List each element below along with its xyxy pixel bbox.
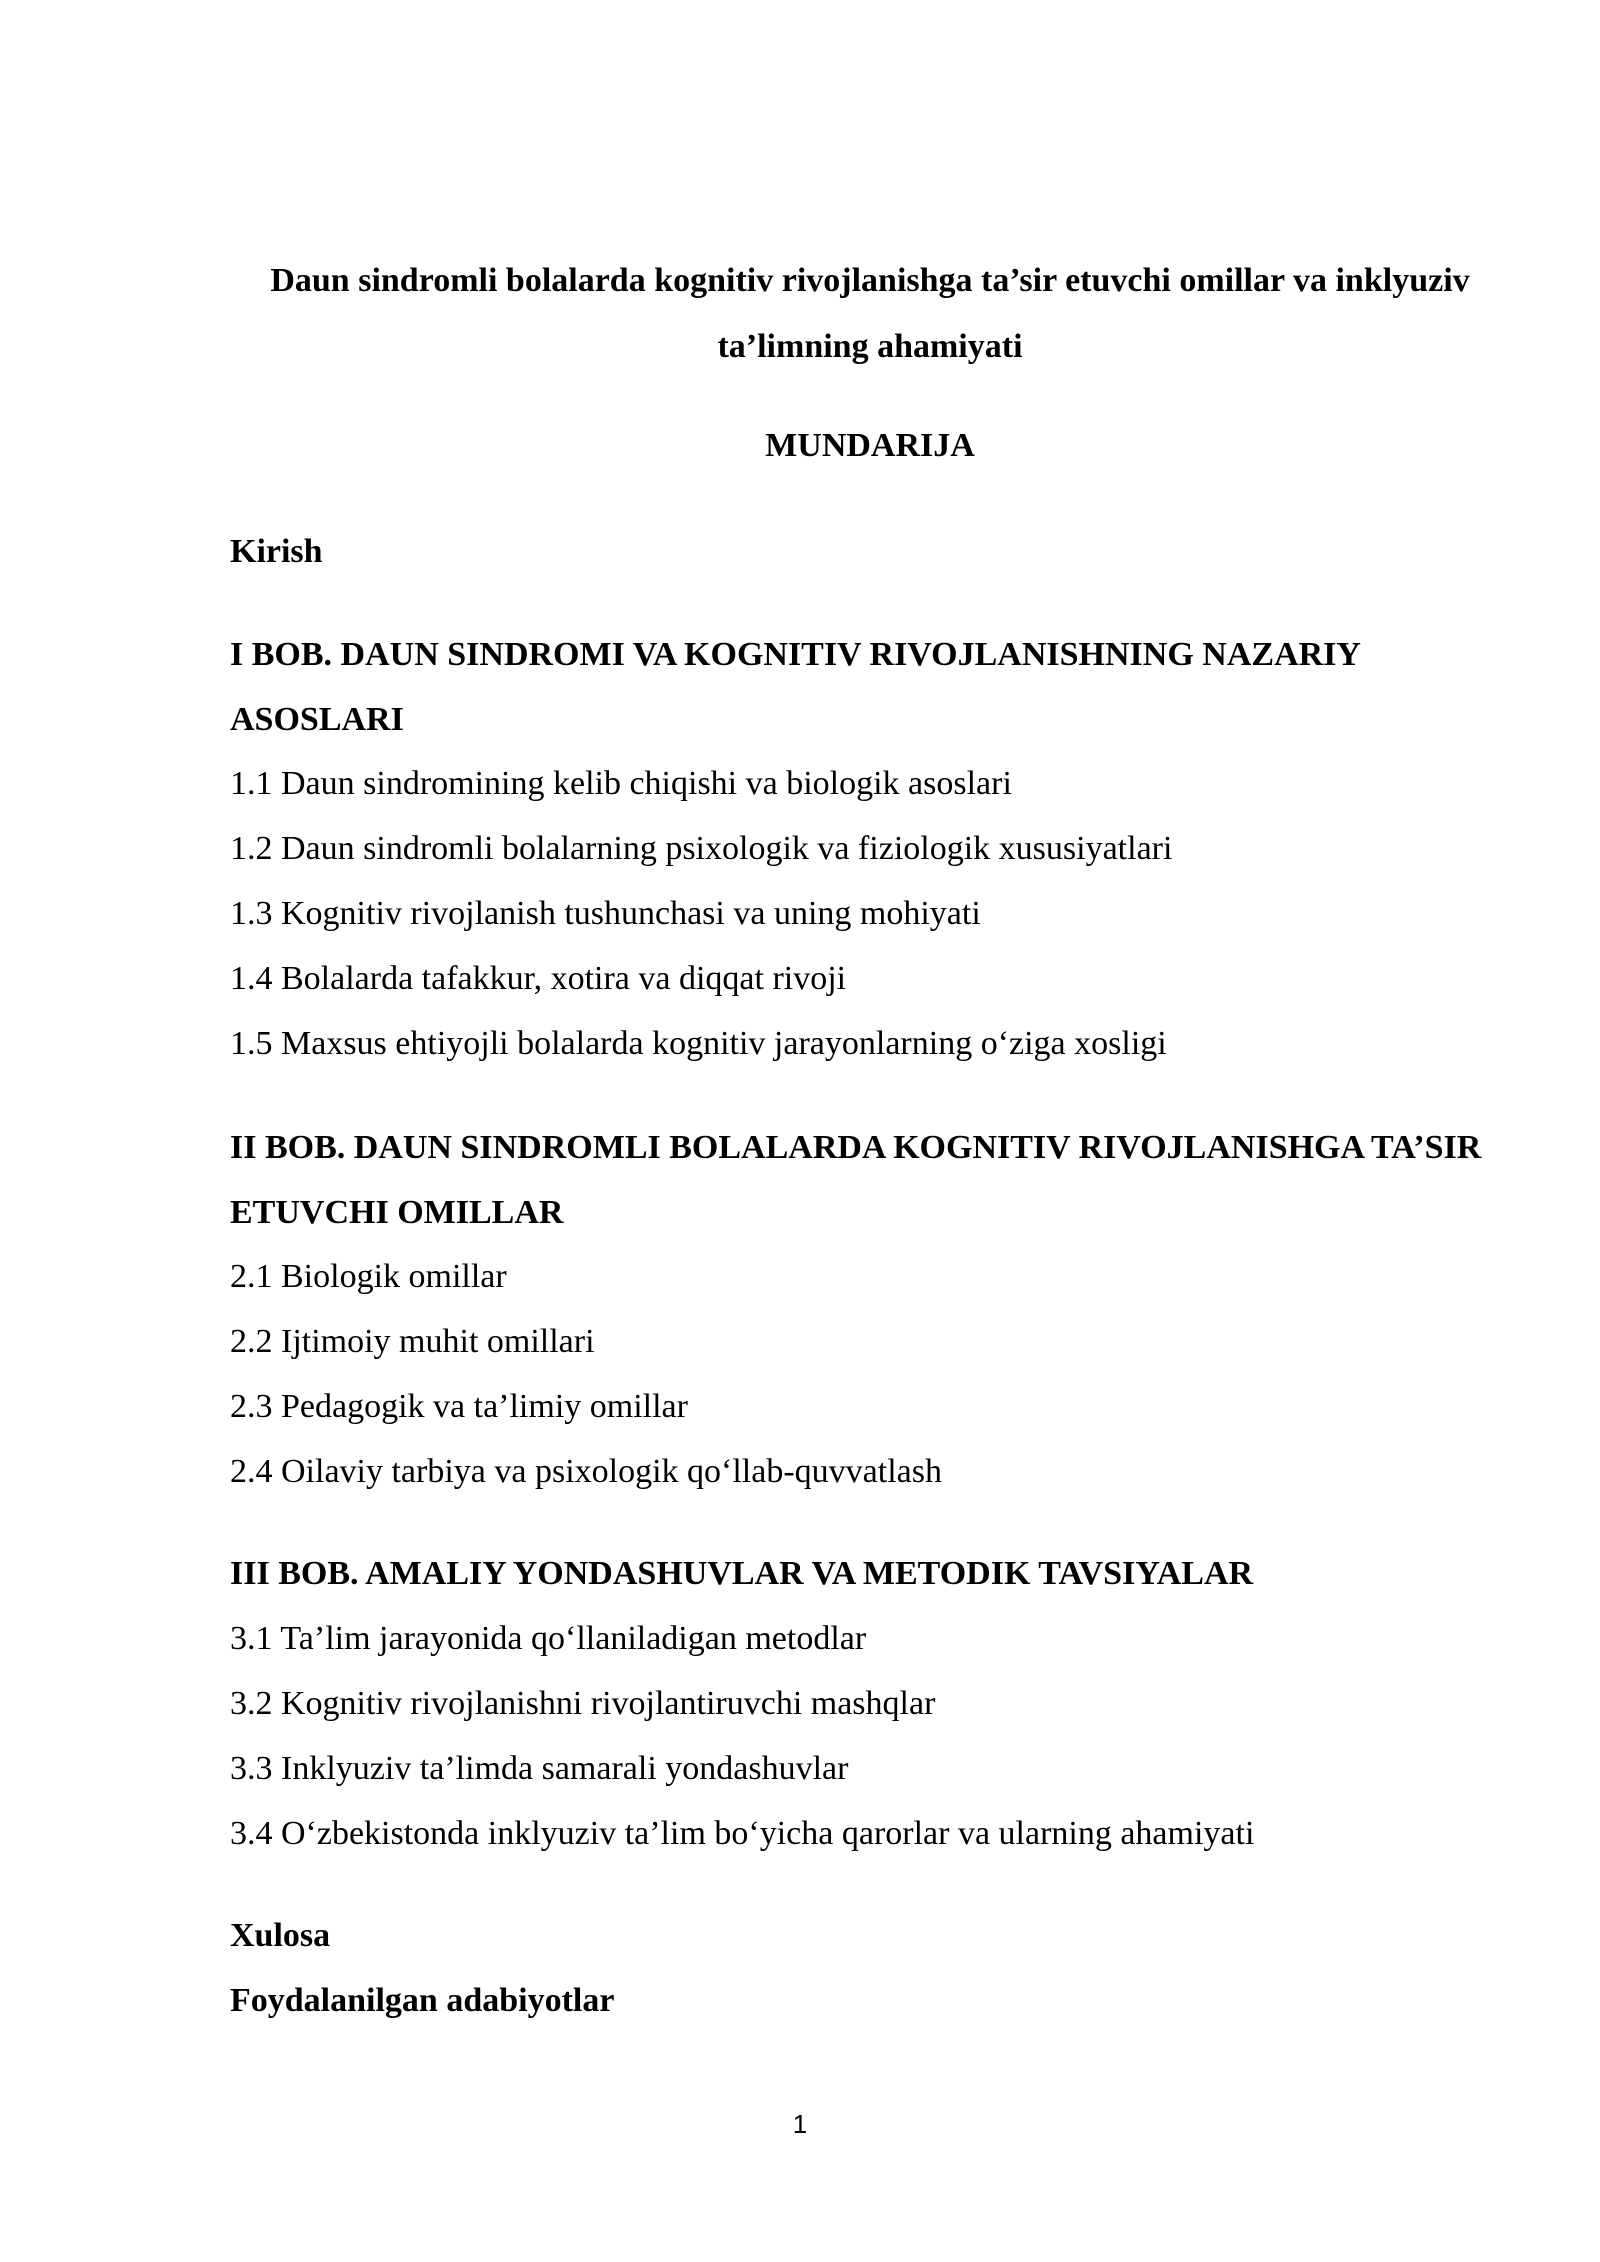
toc-section-1-2: 1.2 Daun sindromli bolalarning psixologik va fiziologik xususiyatlari: [230, 830, 1173, 867]
toc-item-intro: Kirish: [230, 533, 323, 570]
toc-section-2-4: 2.4 Oilaviy tarbiya va psixologik qo‘llab-quvvatlash: [230, 1453, 942, 1490]
toc-section-1-3: 1.3 Kognitiv rivojlanish tushunchasi va uning mohiyati: [230, 895, 981, 932]
toc-item-conclusion: Xulosa: [230, 1917, 331, 1954]
chapter-2-title: II BOB. DAUN SINDROMLI BOLALARDA KOGNITIV RIVOJLANISHGA TA’SIR ETUVCHI OMILLAR: [230, 1129, 1482, 1231]
toc-section-2-3: 2.3 Pedagogik va ta’limiy omillar: [230, 1388, 688, 1425]
toc-section-3-3: 3.3 Inklyuziv ta’limda samarali yondashuvlar: [230, 1750, 849, 1787]
toc-item-references: Foydalanilgan adabiyotlar: [230, 1982, 615, 2019]
chapter-3-title: III BOB. AMALIY YONDASHUVLAR VA METODIK TAVSIYALAR: [230, 1555, 1254, 1592]
toc-section-3-2: 3.2 Kognitiv rivojlanishni rivojlantiruvchi mashqlar: [230, 1685, 936, 1722]
chapter-1-title: I BOB. DAUN SINDROMI VA KOGNITIV RIVOJLANISHNING NAZARIY ASOSLARI: [230, 636, 1360, 738]
toc-section-2-2: 2.2 Ijtimoiy muhit omillari: [230, 1323, 595, 1360]
toc-section-1-1: 1.1 Daun sindromining kelib chiqishi va biologik asoslari: [230, 765, 1012, 802]
toc-section-1-5: 1.5 Maxsus ehtiyojli bolalarda kognitiv jarayonlarning o‘ziga xosligi: [230, 1025, 1167, 1062]
toc-heading: MUNDARIJA: [765, 427, 975, 464]
page-number: 1: [792, 2109, 808, 2139]
toc-section-1-4: 1.4 Bolalarda tafakkur, xotira va diqqat rivoji: [230, 960, 847, 997]
document-title: Daun sindromli bolalarda kognitiv rivojlanishga ta’sir etuvchi omillar va inklyuziv ta’limning ahamiyati: [270, 262, 1470, 365]
toc-section-3-1: 3.1 Ta’lim jarayonida qo‘llaniladigan metodlar: [230, 1620, 867, 1657]
toc-section-3-4: 3.4 O‘zbekistonda inklyuziv ta’lim bo‘yicha qarorlar va ularning ahamiyati: [230, 1815, 1255, 1852]
toc-section-2-1: 2.1 Biologik omillar: [230, 1258, 507, 1295]
